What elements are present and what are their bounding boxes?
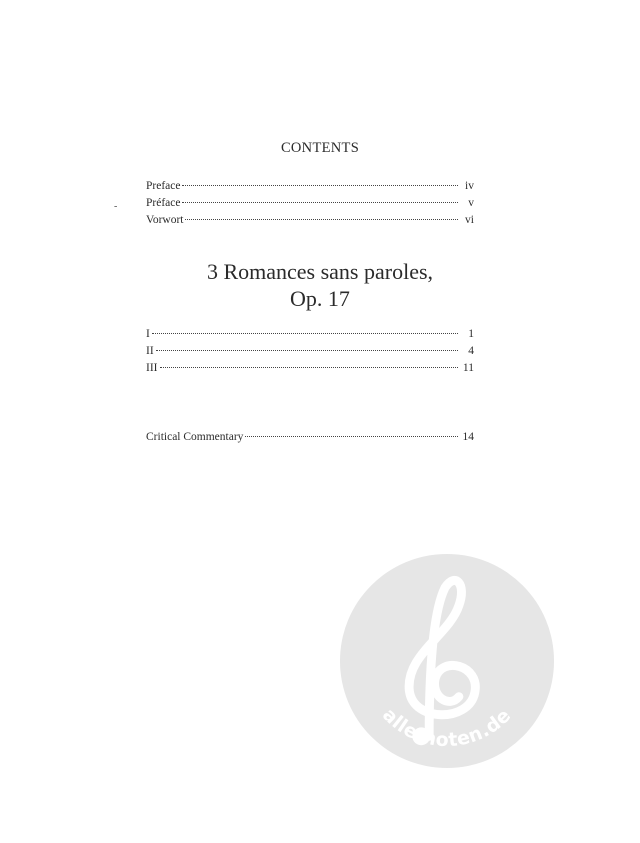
toc-entry-page: 1 — [468, 328, 474, 340]
toc-leader-dots — [245, 436, 458, 437]
watermark-text-path: alle-noten.de — [378, 704, 516, 752]
toc-entry-preface-fr[interactable] — [146, 195, 474, 212]
toc-entry-label: Critical Commentary — [146, 431, 244, 443]
toc-entry-page: 11 — [462, 362, 474, 374]
toc-leader-dots — [152, 333, 458, 334]
toc-leader-dots — [185, 219, 458, 220]
toc-entry-label: I — [146, 328, 150, 340]
toc-entry-vorwort[interactable] — [146, 212, 474, 229]
toc-entry-page: 14 — [462, 431, 474, 443]
contents-heading: CONTENTS — [280, 140, 360, 156]
toc-entry-page: iv — [465, 180, 474, 192]
toc-entry-critical-commentary[interactable] — [146, 429, 474, 446]
toc-entry-label: III — [146, 362, 158, 374]
commentary-list — [146, 429, 474, 446]
watermark-logo — [338, 552, 556, 770]
work-title-line-2: Op. 17 — [290, 286, 350, 311]
toc-entry-preface-en[interactable] — [146, 178, 474, 195]
toc-entry-label: Préface — [146, 197, 181, 209]
toc-entry-page: vi — [465, 214, 474, 226]
toc-entry-piece-3[interactable] — [146, 360, 474, 377]
toc-entry-label: Preface — [146, 180, 181, 192]
toc-entry-page: 4 — [468, 345, 474, 357]
toc-entry-label: Vorwort — [146, 214, 184, 226]
work-title-line-1: 3 Romances sans paroles, — [206, 259, 434, 284]
toc-entry-piece-2[interactable] — [146, 343, 474, 360]
toc-leader-dots — [156, 350, 458, 351]
work-title — [0, 258, 640, 312]
toc-entry-piece-1[interactable] — [146, 326, 474, 343]
stray-mark: - — [114, 201, 118, 212]
toc-leader-dots — [160, 367, 459, 368]
pieces-list — [146, 326, 474, 377]
toc-leader-dots — [182, 185, 458, 186]
front-matter-list — [146, 178, 474, 229]
toc-leader-dots — [182, 202, 458, 203]
toc-entry-label: II — [146, 345, 154, 357]
toc-entry-page: v — [468, 197, 474, 209]
